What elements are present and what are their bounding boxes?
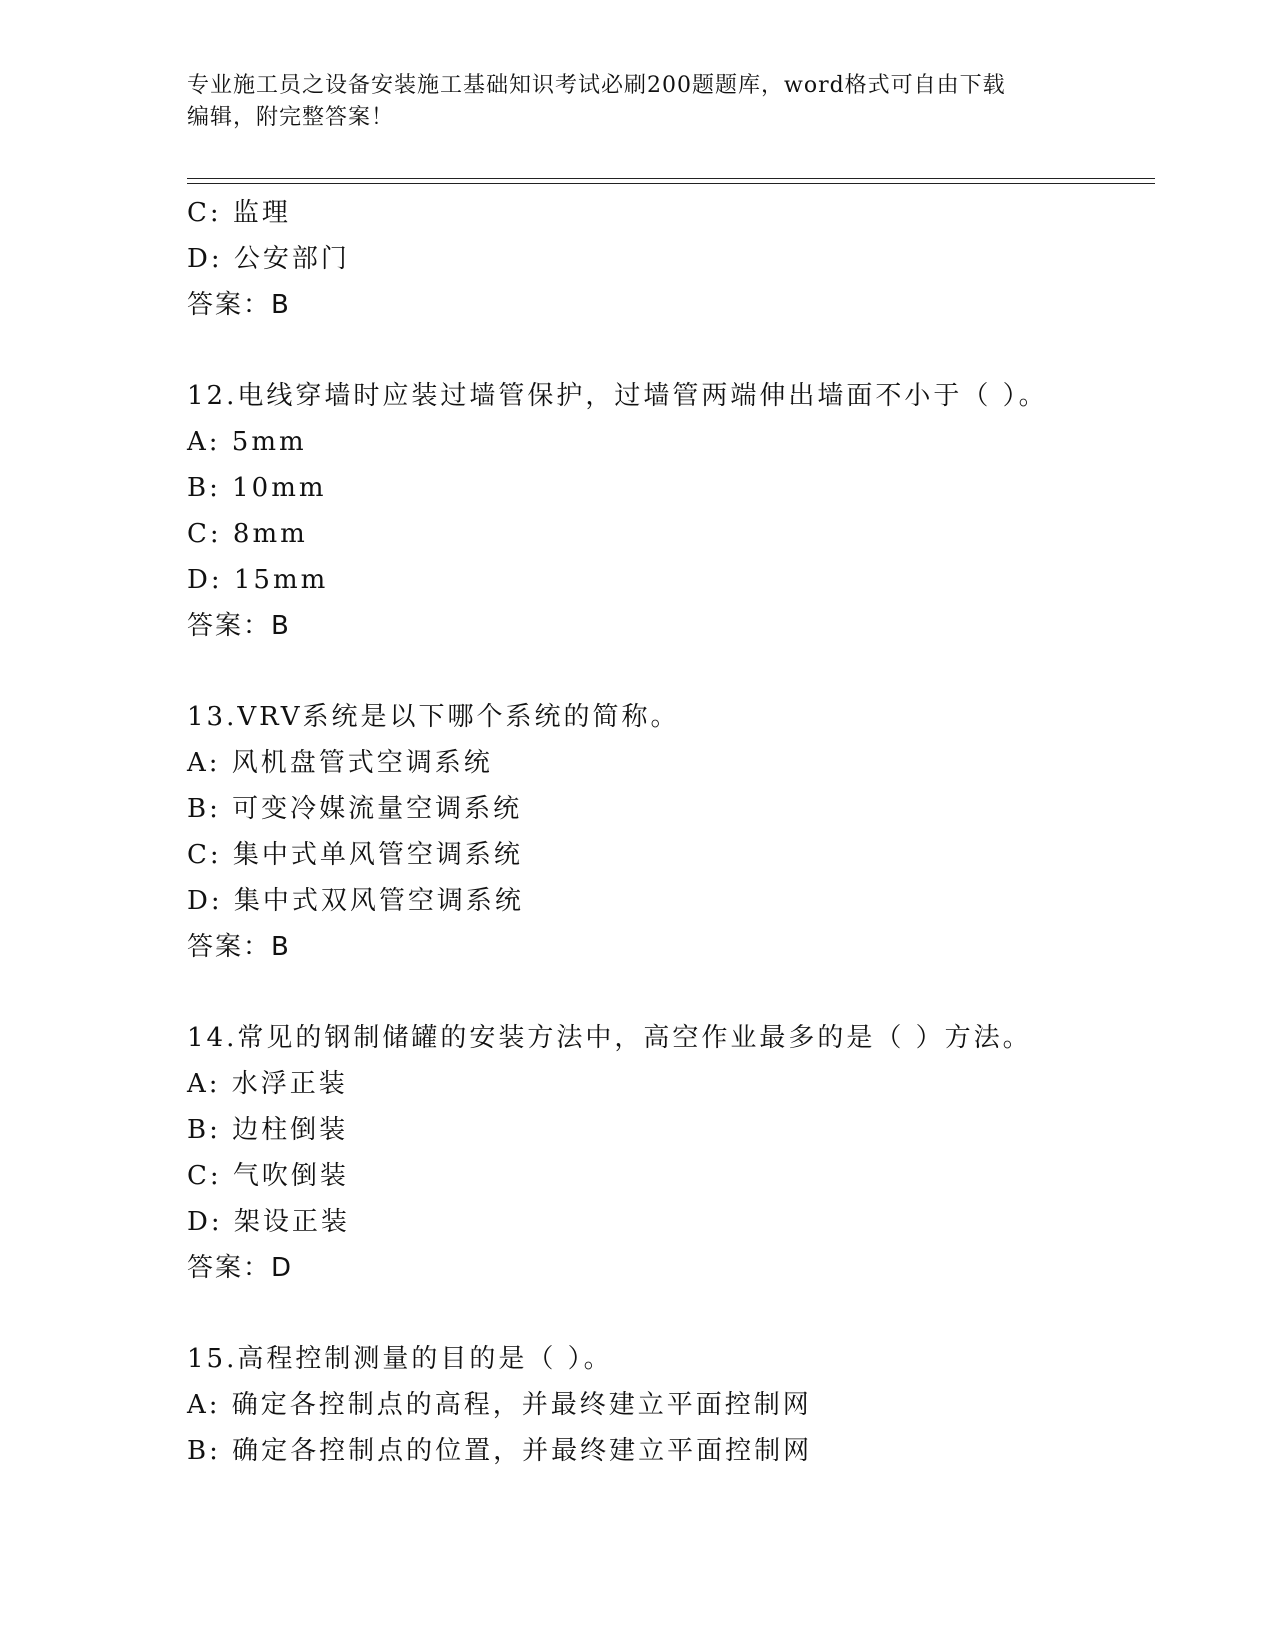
question-12: [187, 373, 1155, 649]
option-a: A: 5mm: [187, 427, 307, 457]
option-b: B: 确定各控制点的位置，并最终建立平面控制网: [187, 1436, 813, 1466]
question-15: [187, 1336, 1155, 1474]
option-a: A: 确定各控制点的高程，并最终建立平面控制网: [187, 1390, 812, 1420]
answer-line: 答案：B: [187, 932, 291, 962]
answer-line: 答案：B: [187, 290, 291, 320]
option-a: A: 风机盘管式空调系统: [187, 748, 493, 778]
option-d: D: 公安部门: [187, 244, 350, 274]
question-14: [187, 1015, 1155, 1291]
option-d: D: 架设正装: [187, 1207, 350, 1237]
question-stem: 14.常见的钢制储罐的安装方法中，高空作业最多的是（ ）方法。: [187, 1023, 1032, 1053]
option-b: B: 10mm: [187, 473, 327, 503]
answer-line: 答案：B: [187, 611, 291, 641]
option-c: C: 气吹倒装: [187, 1161, 349, 1191]
header-line-2: 编辑，附完整答案！: [187, 105, 395, 130]
question-13: [187, 694, 1155, 970]
option-c: C: 8mm: [187, 519, 308, 549]
question-stem: 12.电线穿墙时应装过墙管保护，过墙管两端伸出墙面不小于（ ）。: [187, 381, 1048, 411]
question-stem: 13.VRV系统是以下哪个系统的简称。: [187, 702, 680, 732]
answer-line: 答案：D: [187, 1253, 294, 1283]
option-c: C: 集中式单风管空调系统: [187, 840, 523, 870]
option-a: A: 水浮正装: [187, 1069, 348, 1099]
question-list: [187, 190, 1155, 1474]
header-divider-top: [187, 178, 1155, 179]
question-stem: 15.高程控制测量的目的是（ ）。: [187, 1344, 613, 1374]
option-b: B: 可变冷媒流量空调系统: [187, 794, 523, 824]
document-header: [187, 70, 1087, 134]
header-line-1: 专业施工员之设备安装施工基础知识考试必刷200题题库，word格式可自由下载: [187, 73, 1006, 98]
option-d: D: 集中式双风管空调系统: [187, 886, 524, 916]
prev-question-block: [187, 190, 1155, 328]
option-c: C: 监理: [187, 198, 291, 228]
option-b: B: 边柱倒装: [187, 1115, 349, 1145]
header-divider-bottom: [187, 183, 1155, 184]
option-d: D: 15mm: [187, 565, 329, 595]
